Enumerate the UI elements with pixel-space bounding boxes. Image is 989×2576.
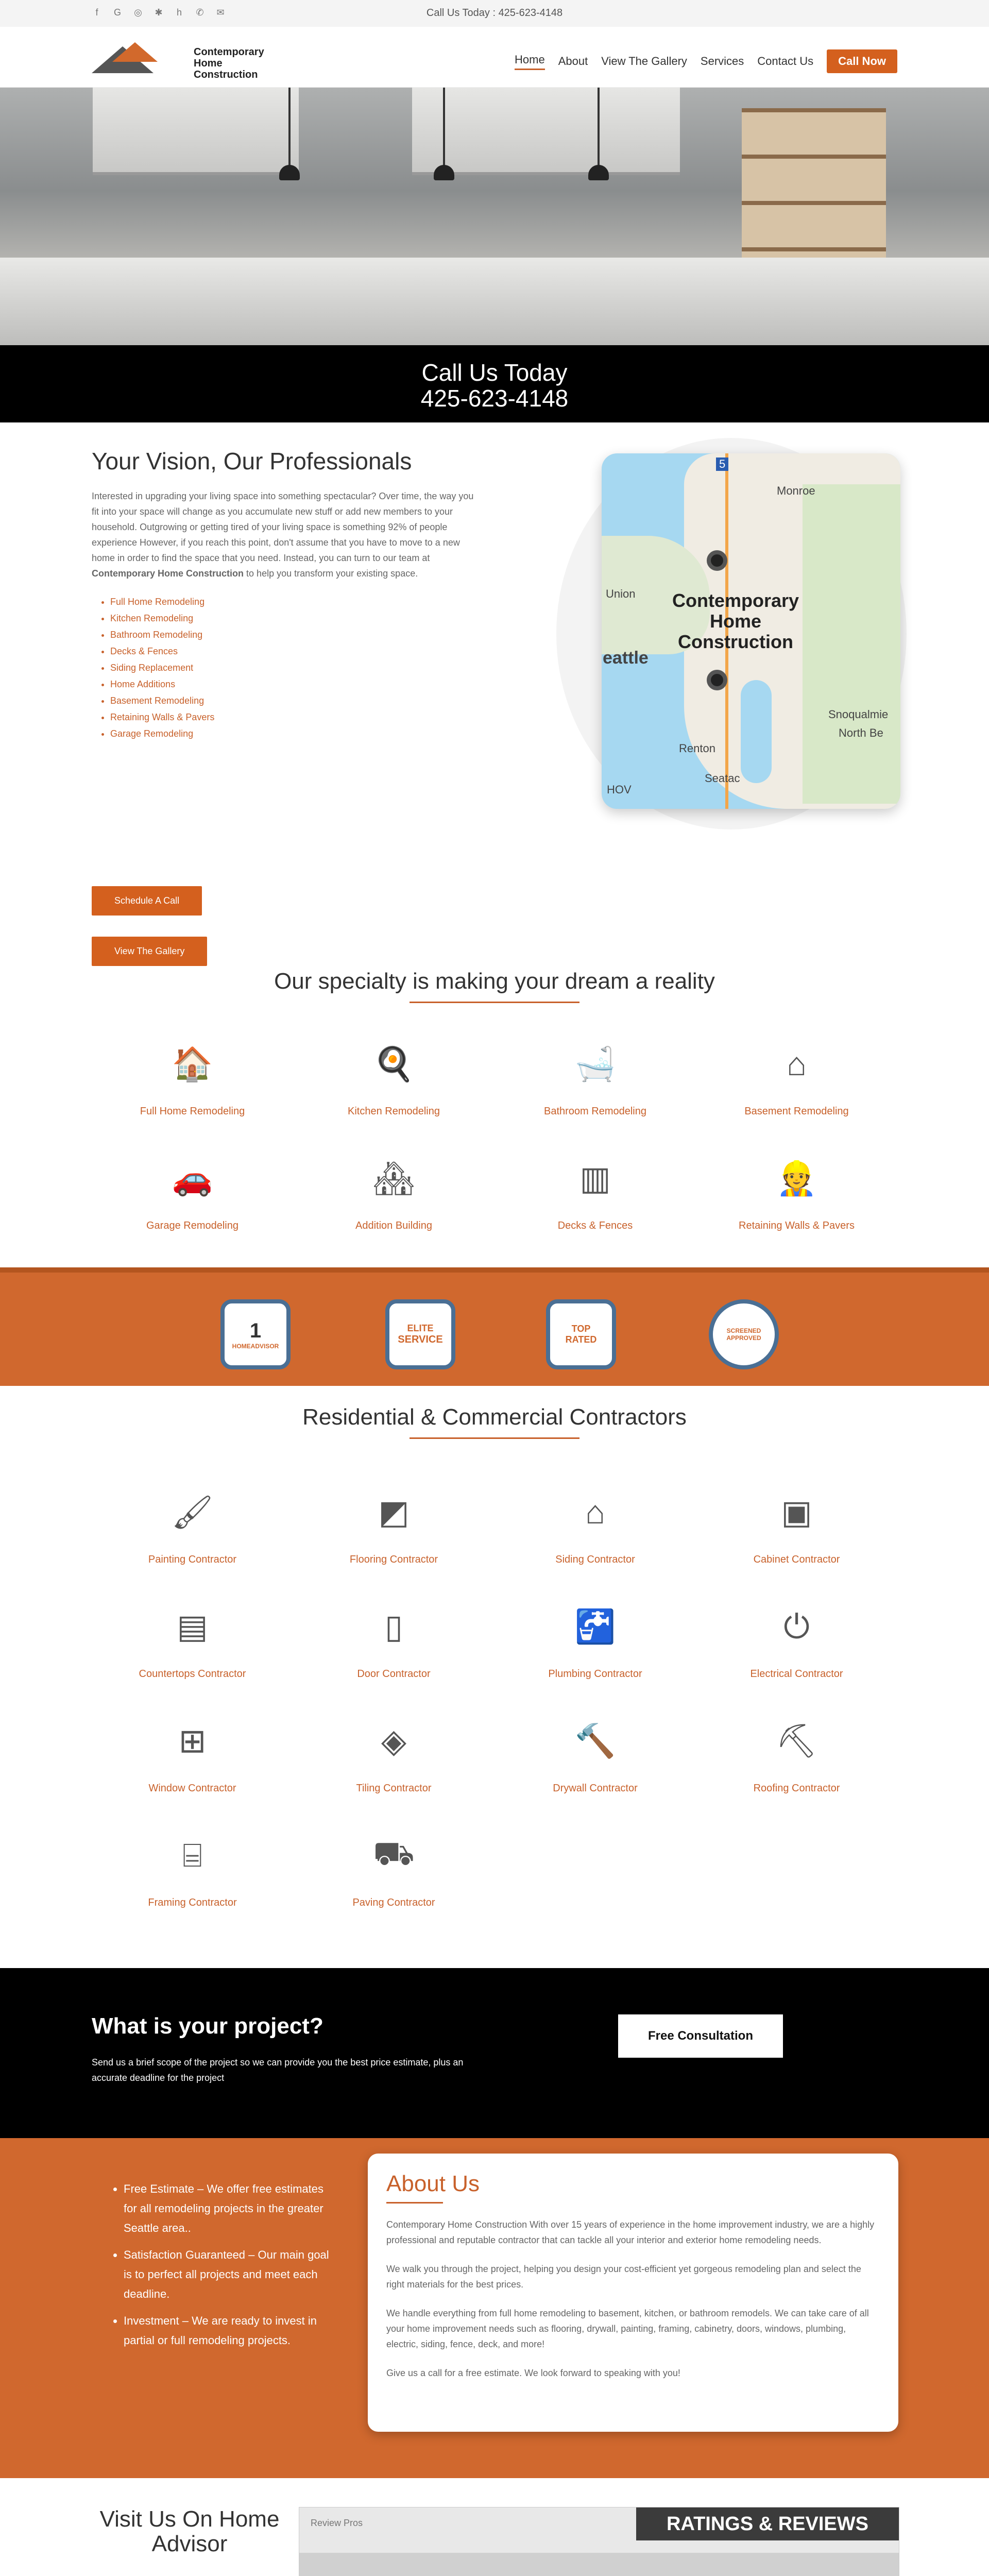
vision-section (0, 422, 989, 956)
topbar-call-text[interactable]: Call Us Today : 425-623-4148 (426, 7, 563, 19)
logo-roof-accent-icon (112, 42, 158, 62)
call-banner-title: Call Us Today (421, 359, 568, 386)
reviews-widget (299, 2507, 899, 2576)
map-label-line: Contemporary (672, 590, 799, 611)
contractor-tile[interactable] (92, 1718, 293, 1832)
logo-line-2: Home (194, 58, 223, 69)
service-label: Kitchen Remodeling (348, 1106, 440, 1117)
map-city: eattle (603, 648, 649, 668)
list-item: • Free Estimate – We offer free estimates for all remodeling projects in the greater Seattle area.. (124, 2179, 330, 2238)
advisor-title: Visit Us On Home Advisor (99, 2506, 280, 2556)
map-pin-icon[interactable] (707, 550, 727, 571)
service-tile-basement[interactable] (696, 1041, 897, 1155)
map-city: North Be (839, 726, 883, 739)
nav-services[interactable]: Services (700, 55, 744, 67)
about-title: About Us (386, 2171, 480, 2196)
list-item[interactable]: • Basement Remodeling (110, 692, 483, 709)
map-city: Snoqualmie (828, 708, 889, 721)
hero-lamp (443, 88, 445, 170)
basement-icon: ⌂ (787, 1045, 807, 1082)
map-business-label (658, 590, 813, 652)
badge-top: TOP (571, 1324, 591, 1334)
project-title: What is your project? (92, 2013, 323, 2039)
about-paragraph: We handle everything from full home remodeling to basement, kitchen, or bathroom remodels. We can take care of all your home improvement needs such as flooring, drywall, painting, framing, cabinetry, doors, windows, plumbing, electric, siding, fence, deck, and more! (386, 2308, 869, 2349)
contractor-label: Framing Contractor (148, 1897, 237, 1908)
map-label-line: Construction (678, 631, 793, 652)
review-pros-image: Review Pros (311, 2518, 363, 2528)
map-city: Monroe (777, 484, 815, 497)
vision-title: Your Vision, Our Professionals (92, 448, 412, 474)
contractor-tile[interactable] (494, 1718, 696, 1832)
list-item: • Satisfaction Guaranteed – Our main goal is to perfect all projects and meet each deadline. (124, 2245, 330, 2304)
contractor-label: Window Contractor (148, 1783, 236, 1794)
vision-company: Contemporary Home Construction (92, 568, 244, 579)
contractor-tile[interactable] (293, 1489, 494, 1603)
service-tile-decks[interactable] (494, 1155, 696, 1269)
hero-kitchen-image (0, 88, 989, 345)
map-city: Seatac (705, 772, 740, 785)
contractor-label: Door Contractor (357, 1668, 431, 1680)
workers-icon: 👷 (776, 1159, 817, 1197)
list-item[interactable]: • Decks & Fences (110, 643, 483, 659)
yelp-icon[interactable]: ✱ (155, 7, 163, 18)
window-icon: ⊞ (178, 1722, 207, 1759)
contractor-tile[interactable] (293, 1718, 494, 1832)
contractor-tile[interactable] (494, 1603, 696, 1718)
vision-text-end: to help you transform your existing space. (246, 568, 418, 579)
map-city: Renton (679, 742, 715, 755)
contractor-label: Electrical Contractor (750, 1668, 843, 1680)
top-rated-badge-icon (546, 1299, 616, 1369)
map-highway-label: 5 (716, 457, 728, 471)
service-label: Full Home Remodeling (140, 1106, 245, 1117)
broken-image-icon (299, 2553, 899, 2576)
main-nav (515, 49, 897, 73)
siding-icon: ⌂ (585, 1494, 605, 1531)
contractor-label: Flooring Contractor (349, 1554, 438, 1565)
contractor-tile[interactable] (696, 1603, 897, 1718)
title-underline (410, 1002, 579, 1003)
kitchen-icon: 🍳 (373, 1045, 415, 1082)
contractor-tile[interactable] (494, 1489, 696, 1603)
badge-top: SCREENED (726, 1327, 761, 1334)
view-gallery-button[interactable]: View The Gallery (92, 937, 207, 966)
list-item[interactable]: • Retaining Walls & Pavers (110, 709, 483, 725)
logo[interactable] (92, 42, 262, 78)
badge-text: APPROVED (726, 1334, 761, 1342)
vision-text: Interested in upgrading your living space into something spectacular? Over time, the way you fit into your space will change as you accumulate new stuff or add new members to your household. Outgrowing or getting tired of your living space is something 92% of people experience However, if you reach this point, don't assume that you have to move to a new home in order to find the space that you need. Instead, you can turn to our team at (92, 491, 474, 563)
paving-icon: ⛟ (373, 1834, 415, 1872)
badge-text: HOMEADVISOR (232, 1342, 279, 1350)
schedule-call-button[interactable]: Schedule A Call (92, 886, 202, 916)
contractor-label: Countertops Contractor (139, 1668, 246, 1680)
faucet-icon: 🚰 (574, 1607, 616, 1645)
contractors-title: Residential & Commercial Contractors (302, 1404, 687, 1430)
service-label: Basement Remodeling (744, 1106, 849, 1117)
list-item[interactable]: • Garage Remodeling (110, 725, 483, 742)
specialty-section (0, 948, 989, 1267)
title-underline (410, 1437, 579, 1439)
nav-contact[interactable]: Contact Us (757, 55, 814, 67)
service-tile-kitchen[interactable] (293, 1041, 494, 1155)
about-paragraph: Contemporary Home Construction With over 15 years of experience in the home improvement industry, we are a highly professional and reputable contractor that can tackle all your interior and exterior home remodeling needs. (386, 2219, 875, 2245)
contractor-tile[interactable] (92, 1832, 293, 1946)
services-list (110, 594, 483, 742)
badge-text: RATED (565, 1334, 597, 1345)
list-item[interactable]: • Bathroom Remodeling (110, 626, 483, 643)
about-paragraph: Give us a call for a free estimate. We look forward to speaking with you! (386, 2368, 680, 2378)
badge-top: 1 (249, 1319, 262, 1342)
nav-about[interactable]: About (558, 55, 588, 67)
contractor-tile[interactable] (293, 1603, 494, 1718)
electrical-icon: ⏻ (783, 1607, 810, 1645)
about-section (0, 2138, 989, 2478)
contractor-tile[interactable] (92, 1603, 293, 1718)
hero-cabinet (412, 88, 680, 175)
map-label: HOV (607, 783, 632, 796)
vision-paragraph (92, 488, 483, 581)
project-cta-section (0, 1968, 989, 2138)
site-header (0, 27, 989, 88)
nav-gallery[interactable]: View The Gallery (601, 55, 687, 67)
call-now-button[interactable]: Call Now (827, 49, 897, 73)
contractor-label: Siding Contractor (555, 1554, 635, 1565)
list-item[interactable]: • Full Home Remodeling (110, 594, 483, 610)
contractor-label: Plumbing Contractor (548, 1668, 642, 1680)
badges-band (0, 1267, 989, 1386)
framing-icon: ⌸ (182, 1836, 202, 1874)
contractor-label: Drywall Contractor (553, 1783, 638, 1794)
drywall-icon: 🔨 (574, 1722, 616, 1759)
map-label-line: Home (709, 611, 762, 632)
paint-roller-icon: 🖌 (171, 1493, 214, 1531)
award-badge-icon (220, 1299, 291, 1369)
contractor-label: Roofing Contractor (753, 1783, 840, 1794)
badge-text: SERVICE (398, 1334, 443, 1345)
hero-shelf (742, 108, 886, 263)
cabinet-icon: ▣ (781, 1493, 812, 1531)
service-tile-full-home[interactable] (92, 1041, 293, 1155)
service-label: Decks & Fences (557, 1220, 633, 1231)
free-consultation-button[interactable]: Free Consultation (618, 2014, 783, 2058)
phone-icon[interactable]: ✆ (196, 7, 204, 18)
location-map[interactable] (602, 453, 900, 809)
houzz-icon[interactable]: h (176, 7, 182, 18)
contractor-label: Painting Contractor (148, 1554, 237, 1565)
call-banner (0, 345, 989, 422)
map-city: Union (606, 587, 636, 600)
countertop-icon: ▤ (177, 1607, 208, 1645)
tile-icon: ◈ (381, 1722, 407, 1759)
elite-service-badge-icon (385, 1299, 455, 1369)
google-icon[interactable]: G (113, 7, 121, 18)
hero-counter (0, 258, 989, 345)
screened-approved-badge-icon (709, 1299, 779, 1369)
garage-icon: 🚗 (172, 1159, 213, 1197)
service-label: Garage Remodeling (146, 1220, 238, 1231)
service-tile-retaining[interactable] (696, 1155, 897, 1269)
badge-top: ELITE (407, 1323, 434, 1333)
hero-lamp (288, 88, 291, 170)
home-advisor-section (0, 2478, 989, 2576)
service-label: Addition Building (355, 1220, 432, 1231)
flooring-icon: ◩ (378, 1493, 410, 1531)
house-icon: 🏠 (172, 1045, 213, 1082)
fence-icon: ▥ (579, 1159, 611, 1197)
service-tile-bathroom[interactable] (494, 1041, 696, 1155)
list-item[interactable]: • Siding Replacement (110, 659, 483, 676)
nav-home[interactable]: Home (515, 53, 545, 70)
roofing-icon: ⛏ (775, 1722, 818, 1759)
list-item[interactable]: • Kitchen Remodeling (110, 610, 483, 626)
project-text: Send us a brief scope of the project so we can provide you the best price estimate, plus an accurate deadline for the project (92, 2057, 464, 2083)
contractor-tile[interactable] (696, 1718, 897, 1832)
hero-cabinet (93, 88, 299, 175)
map-lake (741, 680, 772, 783)
service-label: Retaining Walls & Pavers (739, 1220, 855, 1231)
door-icon: ▯ (384, 1607, 403, 1645)
logo-line-1: Contemporary (194, 46, 264, 58)
service-tile-addition[interactable] (293, 1155, 494, 1269)
ratings-reviews-banner: RATINGS & REVIEWS (636, 2507, 899, 2540)
contractor-label: Cabinet Contractor (753, 1554, 840, 1565)
contractor-label: Tiling Contractor (356, 1783, 432, 1794)
list-item: • Investment – We are ready to invest in partial or full remodeling projects. (124, 2311, 330, 2350)
about-paragraph: We walk you through the project, helping you design your cost-efficient yet gorgeous remodeling plan and select the right materials for the best prices. (386, 2264, 861, 2290)
contractor-tile[interactable] (293, 1832, 494, 1946)
specialty-title: Our specialty is making your dream a reality (274, 969, 715, 994)
service-label: Bathroom Remodeling (544, 1106, 646, 1117)
top-bar (0, 0, 989, 27)
bathtub-icon: 🛁 (574, 1045, 616, 1082)
map-forest (803, 484, 900, 804)
logo-line-3: Construction (194, 69, 258, 80)
list-item[interactable]: • Home Additions (110, 676, 483, 692)
map-pin-icon[interactable] (707, 670, 727, 690)
logo-text (194, 46, 264, 80)
call-banner-phone[interactable]: 425-623-4148 (420, 385, 569, 412)
contractor-tile[interactable] (696, 1489, 897, 1603)
instagram-icon[interactable]: ◎ (134, 7, 142, 18)
contractor-label: Paving Contractor (352, 1897, 435, 1908)
contractor-tile[interactable] (92, 1489, 293, 1603)
addition-icon: 🏘 (372, 1159, 415, 1197)
about-card (368, 2154, 898, 2432)
title-underline (386, 2202, 443, 2204)
facebook-icon[interactable]: f (95, 7, 98, 18)
email-icon[interactable]: ✉ (216, 7, 225, 18)
contractors-section (0, 1386, 989, 1968)
service-tile-garage[interactable] (92, 1155, 293, 1269)
hero-lamp (598, 88, 600, 170)
benefits-list (124, 2179, 330, 2358)
